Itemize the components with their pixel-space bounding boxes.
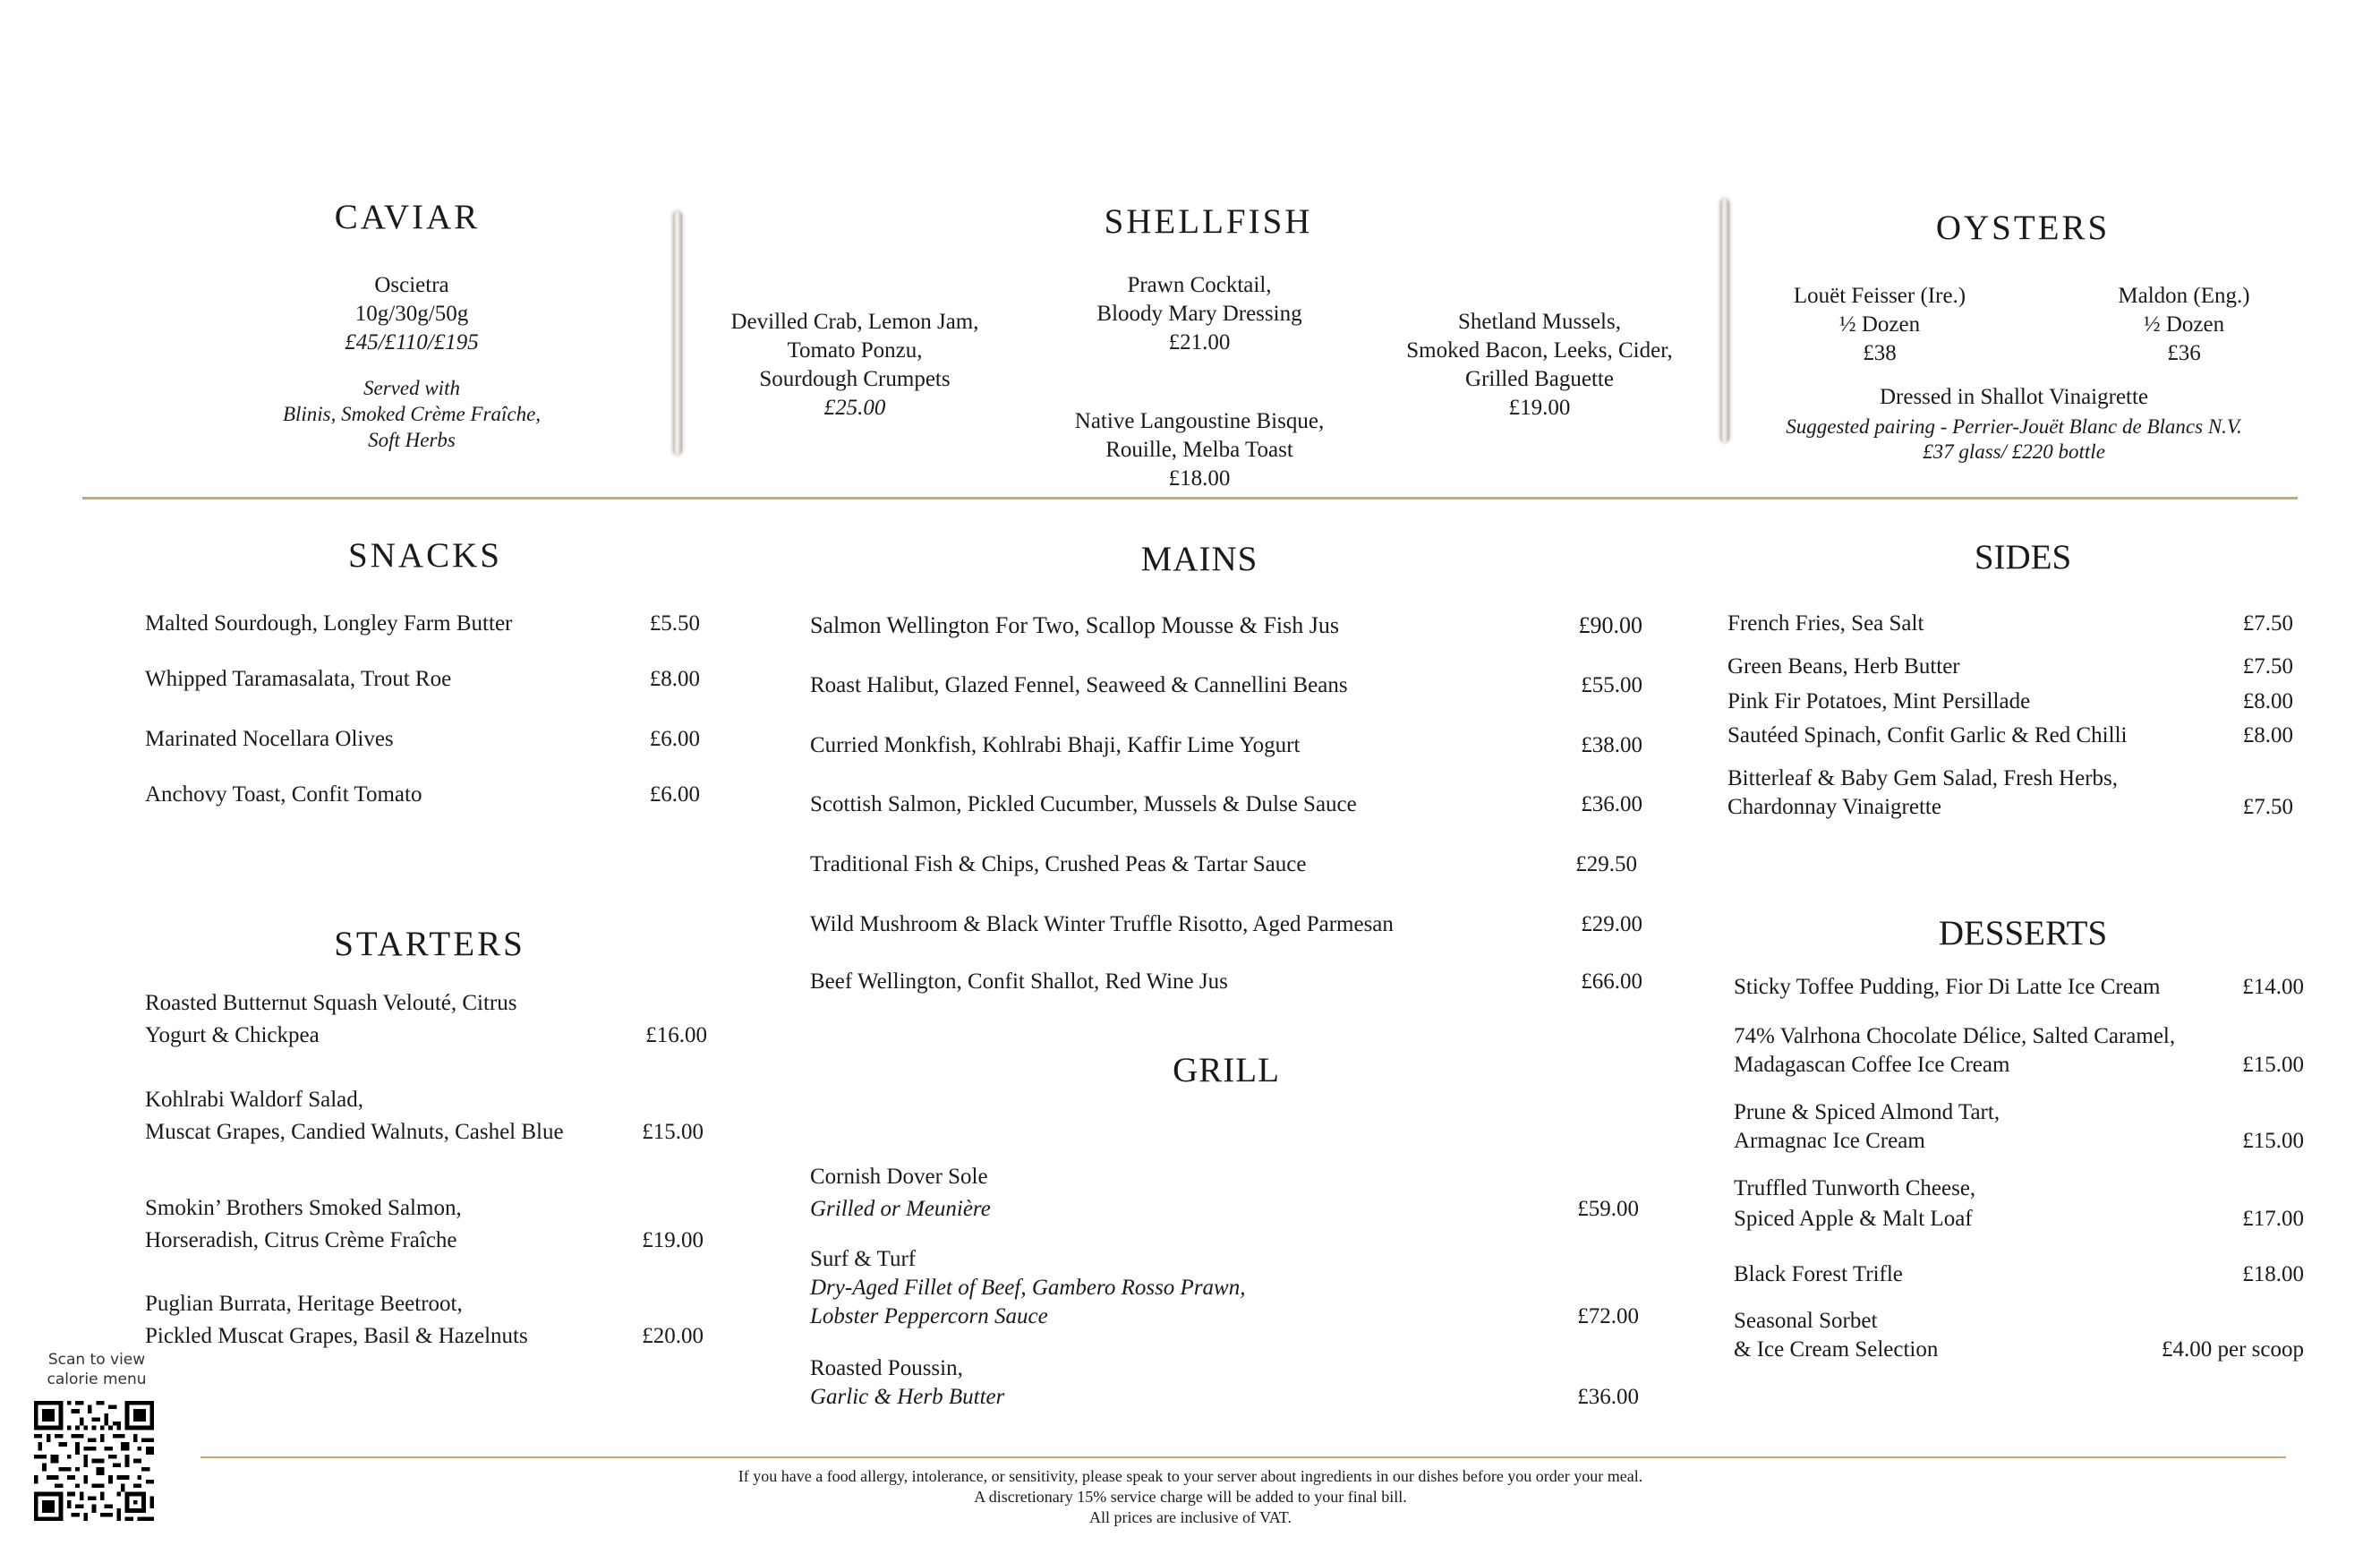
snack-price: £6.00 xyxy=(649,782,700,807)
grill-row xyxy=(810,1162,1639,1226)
grill-line-3: Lobster Peppercorn Sauce xyxy=(810,1304,1048,1328)
main-price: £55.00 xyxy=(1581,673,1642,697)
grill-line-1: Surf & Turf xyxy=(810,1247,917,1271)
louet-name: Louët Feisser (Ire.) xyxy=(1793,284,1966,308)
main-price: £29.00 xyxy=(1581,912,1642,936)
grill-row xyxy=(810,1353,1639,1418)
main-name: Roast Halibut, Glazed Fennel, Seaweed & Cannellini Beans xyxy=(810,673,1348,697)
maldon-price: £36 xyxy=(2167,341,2201,365)
bisque-line-1: Native Langoustine Bisque, xyxy=(1074,409,1325,433)
crab-line-3: Sourdough Crumpets xyxy=(759,367,951,391)
qr-label-line-2: calorie menu xyxy=(47,1370,147,1388)
starter-price: £20.00 xyxy=(642,1324,704,1348)
oysters-pairing-price: £37 glass/ £220 bottle xyxy=(1923,440,2105,463)
side-row xyxy=(1727,764,2293,823)
prawn-price: £21.00 xyxy=(1168,330,1231,354)
crab-line-2: Tomato Ponzu, xyxy=(787,338,923,363)
dessert-name: Black Forest Trifle xyxy=(1734,1262,1903,1286)
crab-price: £25.00 xyxy=(823,396,886,420)
starter-line-1: Puglian Burrata, Heritage Beetroot, xyxy=(145,1292,463,1316)
oysters-pairing: Suggested pairing - Perrier-Jouët Blanc de Blancs N.V. xyxy=(1786,415,2242,438)
caviar-name: Oscietra xyxy=(374,273,449,297)
side-name: French Fries, Sea Salt xyxy=(1727,611,1924,636)
grill-line-2: Grilled or Meunière xyxy=(810,1197,991,1221)
footer-allergy-note: If you have a food allergy, intolerance, or sensitivity, please speak to your server about ingredients in our dishes before you order your meal. xyxy=(738,1467,1643,1485)
main-name: Wild Mushroom & Black Winter Truffle Risotto, Aged Parmesan xyxy=(810,912,1394,936)
footer-service-note: A discretionary 15% service charge will be added to your final bill. xyxy=(974,1488,1407,1506)
shellfish-crab xyxy=(676,308,1034,423)
snacks-heading: SNACKS xyxy=(348,536,502,575)
side-line-2: Chardonnay Vinaigrette xyxy=(1727,795,1941,819)
main-name: Salmon Wellington For Two, Scallop Mousse & Fish Jus xyxy=(810,612,1340,638)
shellfish-mussels xyxy=(1352,308,1727,423)
caviar-served-line: Blinis, Smoked Crème Fraîche, xyxy=(282,403,542,425)
mussels-line-1: Shetland Mussels, xyxy=(1458,310,1621,334)
snack-price: £8.00 xyxy=(649,667,700,691)
footer-notice xyxy=(564,1466,1817,1528)
dessert-name: Sticky Toffee Pudding, Fior Di Latte Ice Cream xyxy=(1734,975,2161,999)
dessert-line-1: Truffled Tunworth Cheese, xyxy=(1734,1176,1976,1200)
bisque-price: £18.00 xyxy=(1168,466,1231,491)
grill-line-1: Cornish Dover Sole xyxy=(810,1165,988,1189)
dessert-line-2: & Ice Cream Selection xyxy=(1734,1337,1939,1362)
dessert-row xyxy=(1734,1021,2304,1080)
prawn-line-1: Prawn Cocktail, xyxy=(1127,273,1272,297)
dessert-line-1: 74% Valrhona Chocolate Délice, Salted Caramel, xyxy=(1734,1024,2176,1048)
dessert-line-2: Armagnac Ice Cream xyxy=(1734,1129,1925,1153)
starter-row xyxy=(145,1193,707,1258)
shellfish-heading: SHELLFISH xyxy=(1104,202,1313,241)
snack-name: Anchovy Toast, Confit Tomato xyxy=(145,782,422,807)
side-name: Sautéed Spinach, Confit Garlic & Red Chilli xyxy=(1727,723,2128,747)
grill-price: £59.00 xyxy=(1577,1197,1639,1221)
louet-qty: ½ Dozen xyxy=(1838,312,1921,337)
dessert-price: £4.00 per scoop xyxy=(2162,1337,2304,1362)
grill-line-1: Roasted Poussin, xyxy=(810,1356,963,1380)
starter-price: £19.00 xyxy=(642,1228,704,1252)
maldon-qty: ½ Dozen xyxy=(2143,312,2225,337)
main-price: £66.00 xyxy=(1581,969,1642,994)
snack-name: Whipped Taramasalata, Trout Roe xyxy=(145,667,452,691)
snack-price: £5.50 xyxy=(649,611,700,636)
side-name: Green Beans, Herb Butter xyxy=(1727,654,1960,679)
side-price: £7.50 xyxy=(2242,611,2293,636)
footer-divider-rule xyxy=(200,1456,2286,1458)
dessert-price: £15.00 xyxy=(2242,1129,2304,1153)
dessert-price: £18.00 xyxy=(2242,1262,2304,1286)
starter-line-1: Roasted Butternut Squash Velouté, Citrus xyxy=(145,991,517,1015)
mussels-line-2: Smoked Bacon, Leeks, Cider, xyxy=(1406,338,1673,363)
dessert-line-2: Spiced Apple & Malt Loaf xyxy=(1734,1207,1973,1231)
dessert-row xyxy=(1734,1174,2304,1233)
starter-row xyxy=(145,1289,707,1353)
starters-heading: STARTERS xyxy=(334,925,525,963)
dessert-line-1: Seasonal Sorbet xyxy=(1734,1309,1878,1333)
side-line-1: Bitterleaf & Baby Gem Salad, Fresh Herbs, xyxy=(1727,766,2119,790)
louet-price: £38 xyxy=(1863,341,1897,365)
starter-row xyxy=(145,1085,707,1149)
starter-line-2: Pickled Muscat Grapes, Basil & Hazelnuts xyxy=(145,1324,528,1348)
starter-line-1: Smokin’ Brothers Smoked Salmon, xyxy=(145,1196,462,1220)
footer-vat-note: All prices are inclusive of VAT. xyxy=(1089,1508,1292,1526)
starter-price: £16.00 xyxy=(645,1023,707,1047)
caviar-sizes: 10g/30g/50g xyxy=(354,302,469,326)
caviar-heading: CAVIAR xyxy=(334,198,481,236)
dessert-line-1: Prune & Spiced Almond Tart, xyxy=(1734,1100,2000,1124)
side-price: £7.50 xyxy=(2242,795,2293,819)
oysters-dressed: Dressed in Shallot Vinaigrette xyxy=(1879,385,2149,409)
main-name: Traditional Fish & Chips, Crushed Peas & Tartar Sauce xyxy=(810,852,1307,876)
caviar-served-herbs: Soft Herbs xyxy=(368,429,456,451)
dessert-line-2: Madagascan Coffee Ice Cream xyxy=(1734,1053,2010,1077)
starter-line-2: Yogurt & Chickpea xyxy=(145,1023,320,1047)
mussels-price: £19.00 xyxy=(1508,396,1571,420)
dessert-row xyxy=(1734,1097,2304,1157)
maldon-name: Maldon (Eng.) xyxy=(2118,284,2250,308)
mains-heading: MAINS xyxy=(1140,540,1258,578)
oysters-maldon xyxy=(2050,282,2318,368)
starter-line-2: Muscat Grapes, Candied Walnuts, Cashel Blue xyxy=(145,1120,564,1144)
grill-price: £36.00 xyxy=(1577,1385,1639,1409)
side-price: £8.00 xyxy=(2242,689,2293,713)
oysters-louet xyxy=(1701,282,2059,368)
crab-line-1: Devilled Crab, Lemon Jam, xyxy=(730,310,979,334)
side-price: £8.00 xyxy=(2242,723,2293,747)
main-price: £90.00 xyxy=(1578,612,1642,638)
starter-price: £15.00 xyxy=(642,1120,704,1144)
main-price: £36.00 xyxy=(1581,792,1642,816)
grill-line-2: Garlic & Herb Butter xyxy=(810,1385,1005,1409)
dessert-price: £14.00 xyxy=(2242,975,2304,999)
dessert-price: £15.00 xyxy=(2242,1053,2304,1077)
qr-label-line-1: Scan to view xyxy=(47,1351,146,1369)
snack-price: £6.00 xyxy=(649,727,700,751)
dessert-price: £17.00 xyxy=(2242,1207,2304,1231)
main-price: £38.00 xyxy=(1581,733,1642,757)
prawn-line-2: Bloody Mary Dressing xyxy=(1096,302,1302,326)
oysters-heading: OYSTERS xyxy=(1935,209,2111,247)
sides-heading: SIDES xyxy=(1974,538,2072,576)
shellfish-bisque xyxy=(1020,407,1378,493)
starter-row xyxy=(145,988,707,1053)
snack-name: Marinated Nocellara Olives xyxy=(145,727,394,751)
desserts-heading: DESSERTS xyxy=(1938,914,2108,952)
side-price: £7.50 xyxy=(2242,654,2293,679)
caviar-prices: £45/£110/£195 xyxy=(345,330,479,354)
starter-line-1: Kohlrabi Waldorf Salad, xyxy=(145,1088,363,1112)
grill-heading: GRILL xyxy=(1173,1051,1280,1089)
mussels-line-3: Grilled Baguette xyxy=(1465,367,1614,391)
grill-line-2: Dry-Aged Fillet of Beef, Gambero Rosso Prawn, xyxy=(810,1276,1246,1300)
caviar-block xyxy=(233,271,591,453)
main-name: Scottish Salmon, Pickled Cucumber, Mussels & Dulse Sauce xyxy=(810,792,1357,816)
main-name: Curried Monkfish, Kohlrabi Bhaji, Kaffir Lime Yogurt xyxy=(810,733,1301,757)
qr-label xyxy=(25,1350,168,1389)
snack-name: Malted Sourdough, Longley Farm Butter xyxy=(145,611,513,636)
main-name: Beef Wellington, Confit Shallot, Red Wine Jus xyxy=(810,969,1228,994)
main-price: £29.50 xyxy=(1575,852,1637,876)
side-name: Pink Fir Potatoes, Mint Persillade xyxy=(1727,689,2031,713)
bisque-line-2: Rouille, Melba Toast xyxy=(1105,438,1293,462)
qr-code-icon[interactable] xyxy=(34,1401,154,1521)
caviar-served-label: Served with xyxy=(363,377,460,399)
grill-row xyxy=(810,1244,1639,1334)
starter-line-2: Horseradish, Citrus Crème Fraîche xyxy=(145,1228,457,1252)
grill-price: £72.00 xyxy=(1577,1304,1639,1328)
shellfish-prawn xyxy=(1020,271,1378,357)
dessert-row xyxy=(1734,1306,2304,1365)
top-divider-rule xyxy=(82,497,2298,500)
